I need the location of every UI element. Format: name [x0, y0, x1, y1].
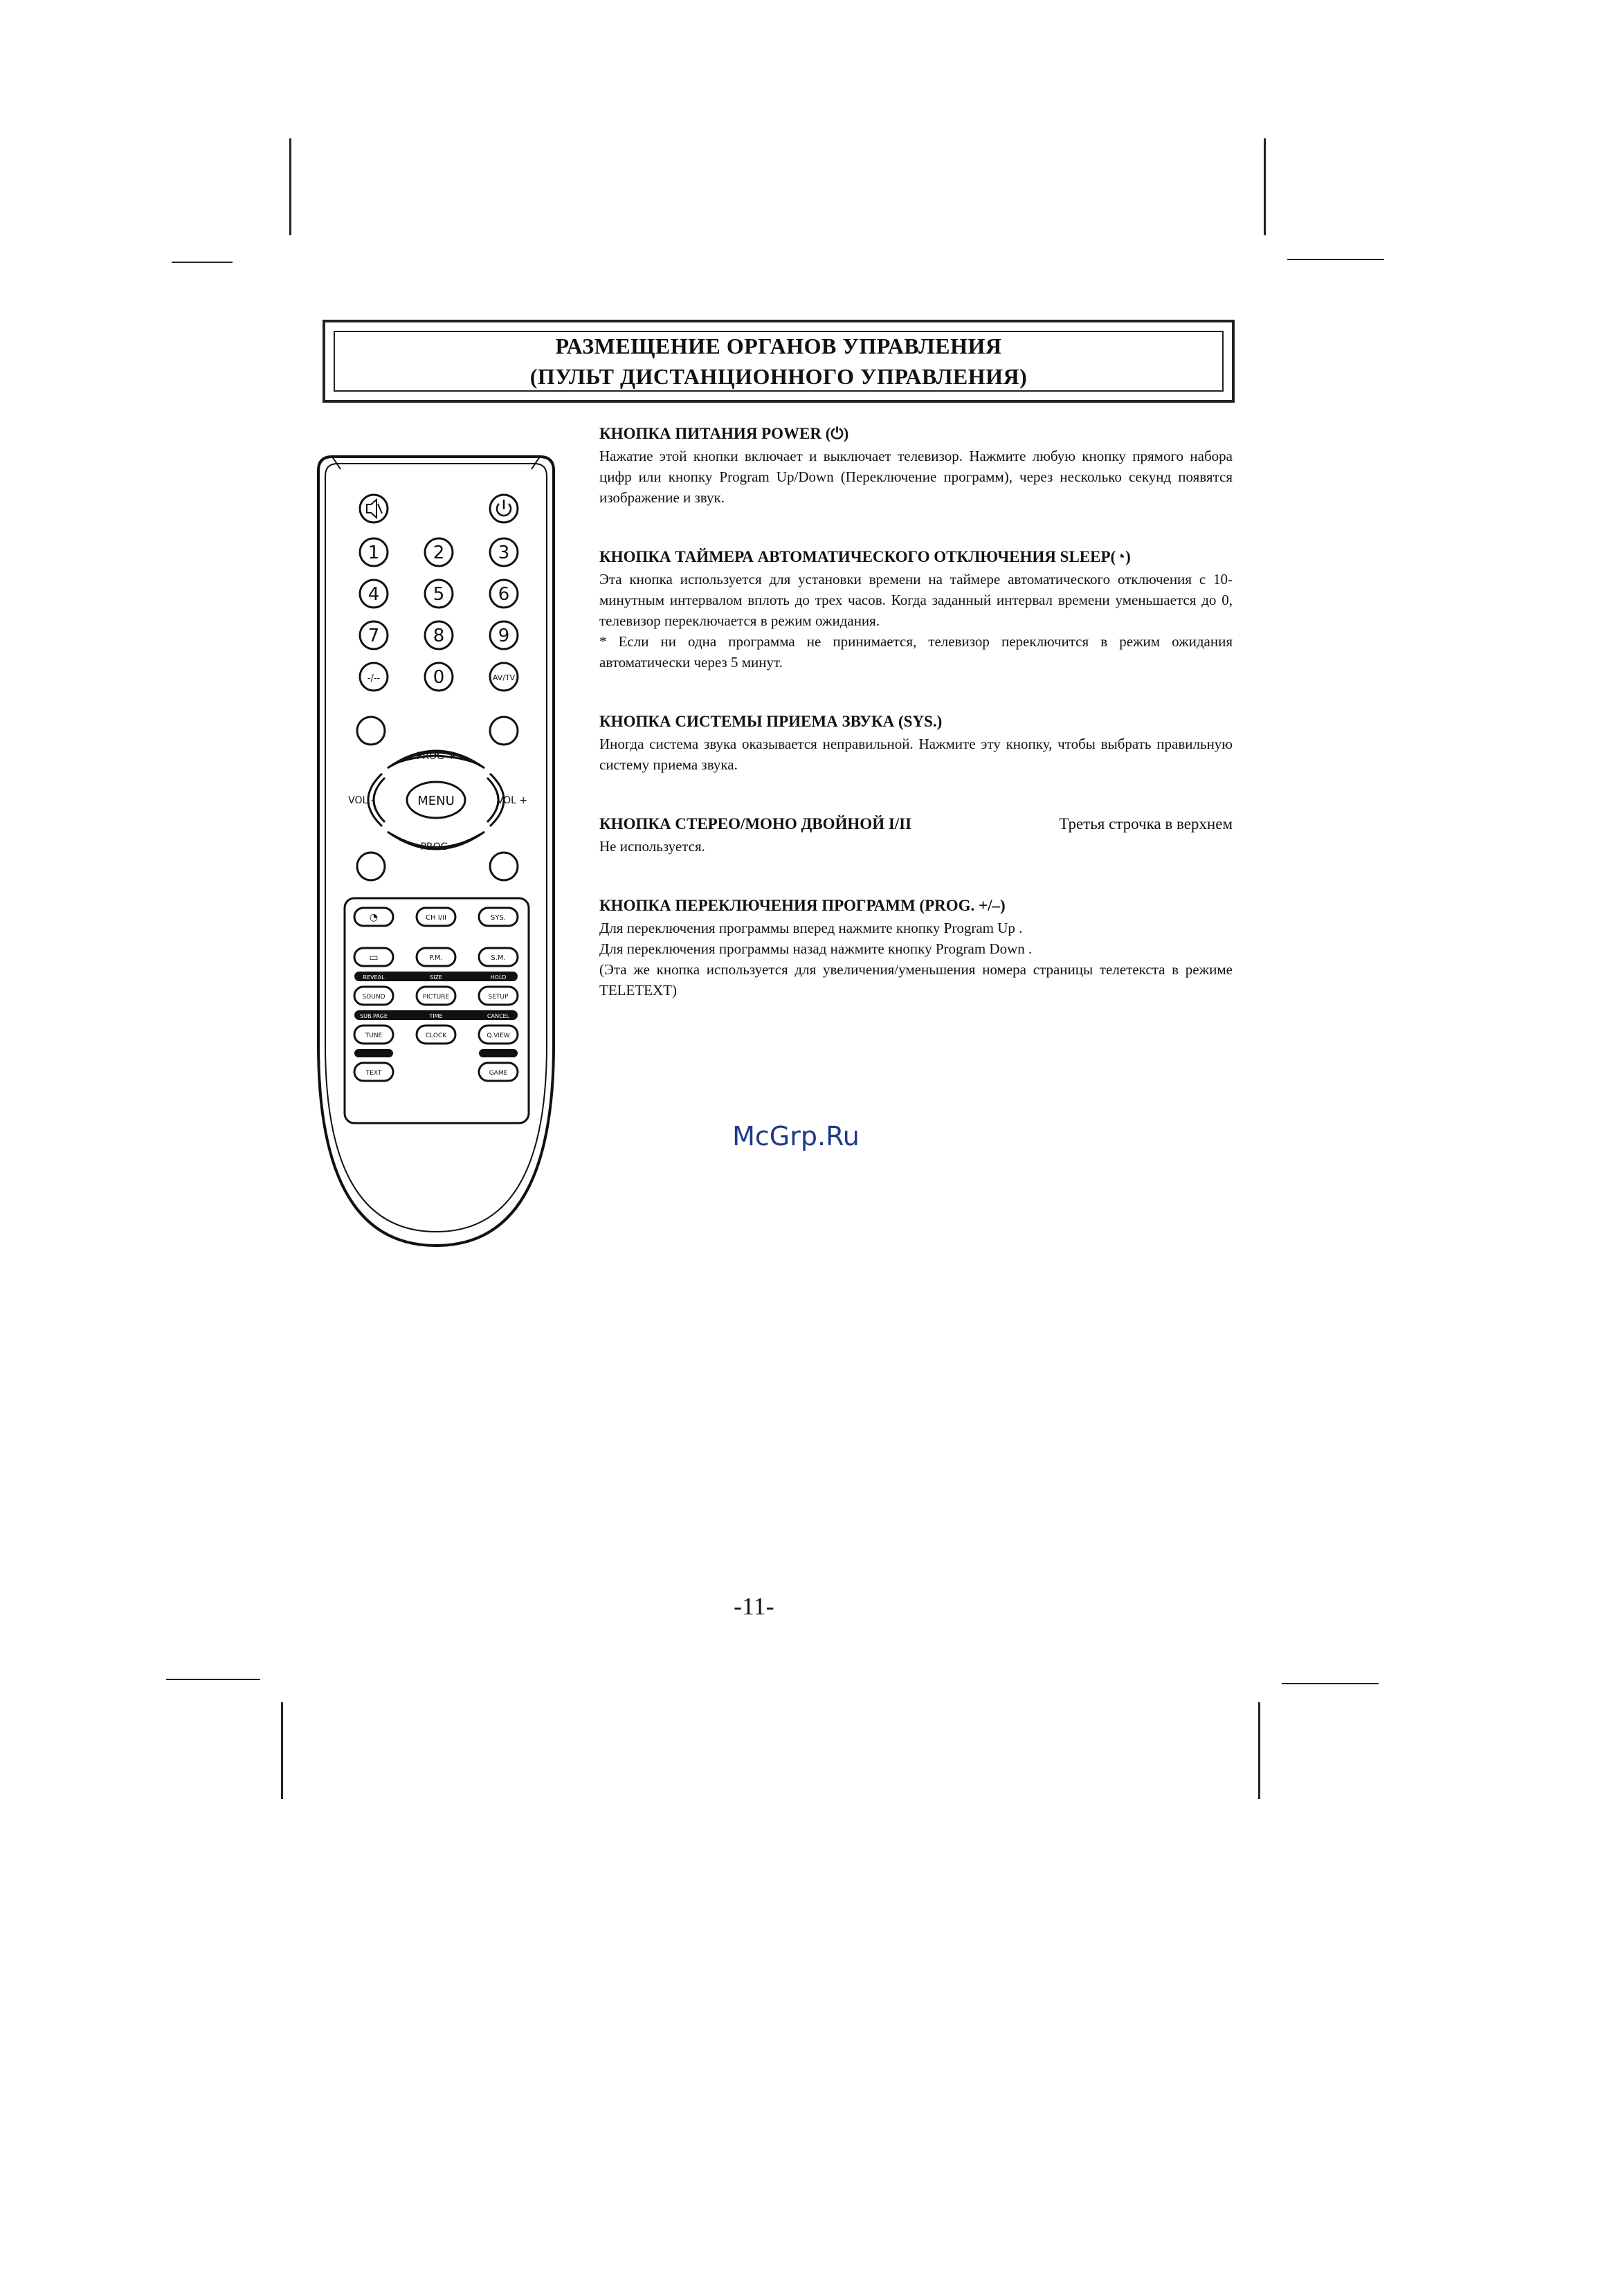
svg-text:SETUP: SETUP — [488, 994, 509, 1001]
svg-text:▭: ▭ — [369, 952, 379, 963]
section-line: Для переключения программы назад нажмите кнопку Program Down . — [599, 940, 1033, 957]
corner-button-top-left — [357, 717, 385, 745]
digit-button-4 — [360, 580, 388, 608]
svg-text:4: 4 — [367, 584, 380, 605]
svg-text:TUNE: TUNE — [365, 1032, 383, 1039]
svg-text:S.M.: S.M. — [491, 954, 506, 962]
svg-text:SYS.: SYS. — [491, 914, 506, 922]
section-heading — [599, 812, 1233, 836]
section-power — [599, 422, 1233, 508]
title-box — [323, 320, 1235, 403]
sm-button — [479, 948, 518, 966]
display-button — [354, 948, 393, 966]
picture-button — [417, 987, 455, 1005]
digit-button-5 — [425, 580, 453, 608]
svg-text:CH I/II: CH I/II — [426, 914, 446, 922]
crop-mark — [1287, 259, 1384, 260]
digit-button-9 — [490, 621, 518, 649]
tune-button — [354, 1026, 393, 1044]
vol-up-button — [487, 774, 527, 826]
crop-mark — [166, 1679, 260, 1680]
svg-text:VOL +: VOL + — [496, 795, 528, 806]
svg-text:CANCEL: CANCEL — [487, 1013, 510, 1019]
title-line-2: (ПУЛЬТ ДИСТАНЦИОННОГО УПРАВЛЕНИЯ) — [529, 364, 1028, 389]
section-heading: КНОПКА ТАЙМЕРА АВТОМАТИЧЕСКОГО ОТКЛЮЧЕНИЯ SLEEP(◔) — [599, 548, 1131, 565]
svg-text:2: 2 — [433, 543, 445, 563]
svg-text:SOUND: SOUND — [362, 994, 385, 1001]
digit-button-3 — [490, 538, 518, 566]
section-heading: КНОПКА СИСТЕМЫ ПРИЕМА ЗВУКА (SYS.) — [599, 713, 943, 730]
section-body: Иногда система звука оказывается неправильной. Нажмите эту кнопку, чтобы выбрать правильную систему приема звука. — [599, 736, 1233, 773]
section-heading: КНОПКА ПИТАНИЯ POWER (⏻) — [599, 425, 849, 442]
section-body: Нажатие этой кнопки включает и выключает телевизор. Нажмите любую кнопку прямого набора цифр или кнопку Program Up/Down (Переключение программ), через несколько секунд появятся изображение и звук. — [599, 448, 1233, 506]
prog-down-button — [388, 832, 484, 853]
digit-button-1 — [360, 538, 388, 566]
section-sys — [599, 710, 1233, 775]
section-body: Не используется. — [599, 838, 705, 855]
svg-text:7: 7 — [367, 626, 380, 646]
corner-button-bottom-right — [490, 853, 518, 880]
text-column — [599, 422, 1233, 1038]
svg-text:PROG +: PROG + — [416, 751, 456, 762]
crop-mark — [1258, 1702, 1260, 1799]
mute-button — [360, 495, 388, 522]
text-button — [354, 1063, 393, 1081]
svg-text:8: 8 — [433, 626, 445, 646]
clock-button — [417, 1026, 455, 1044]
remote-control-illustration — [305, 443, 568, 1259]
title-inner-frame — [334, 331, 1224, 392]
svg-text:SIZE: SIZE — [430, 974, 442, 981]
section-heading-tail: Третья строчка в верхнем — [1059, 815, 1233, 832]
svg-text:REVEAL: REVEAL — [363, 974, 385, 981]
svg-text:6: 6 — [498, 584, 510, 605]
section-sleep — [599, 545, 1233, 673]
svg-text:TIME: TIME — [429, 1013, 443, 1019]
av-tv-button — [490, 663, 518, 691]
svg-text:9: 9 — [498, 626, 510, 646]
crop-mark — [281, 1702, 283, 1799]
svg-text:HOLD: HOLD — [490, 974, 507, 981]
corner-button-bottom-left — [357, 853, 385, 880]
menu-button — [407, 782, 465, 818]
svg-text:1: 1 — [367, 543, 380, 563]
vol-down-button — [348, 774, 385, 826]
title-line-1: РАЗМЕЩЕНИЕ ОРГАНОВ УПРАВЛЕНИЯ — [555, 334, 1002, 358]
svg-text:VOL -: VOL - — [348, 795, 374, 806]
small-strip-right — [479, 1049, 518, 1057]
svg-text:5: 5 — [433, 584, 445, 605]
sleep-button — [354, 908, 393, 926]
svg-text:-/--: -/-- — [367, 673, 381, 684]
svg-text:P.M.: P.M. — [429, 954, 443, 962]
qview-button — [479, 1026, 518, 1044]
sys-button — [479, 908, 518, 926]
svg-text:3: 3 — [498, 543, 510, 563]
svg-text:CLOCK: CLOCK — [425, 1032, 447, 1039]
section-body: Эта кнопка используется для установки времени на таймере автоматического отключения с 10-минутным интервалом вплоть до трех часов. Когда заданный интервал времени уменьшается до 0, телевизор переключается в режим ожидания. — [599, 571, 1233, 629]
ch-button — [417, 908, 455, 926]
svg-text:PICTURE: PICTURE — [422, 994, 450, 1001]
setup-button — [479, 987, 518, 1005]
crop-mark — [1282, 1683, 1379, 1684]
digit-pad — [360, 538, 518, 691]
teletext-strip-1 — [354, 972, 518, 981]
section-note: * Если ни одна программа не принимается, телевизор переключится в режим ожидания автоматически через 5 минут. — [599, 633, 1233, 671]
sound-button — [354, 987, 393, 1005]
crop-mark — [172, 262, 233, 263]
prog-up-button — [388, 751, 484, 768]
corner-button-top-right — [490, 717, 518, 745]
section-prog — [599, 894, 1233, 1001]
power-button — [490, 495, 518, 522]
digit-button-dash — [360, 663, 388, 691]
section-line: (Эта же кнопка используется для увеличения/уменьшения номера страницы телетекста в режиме TELETEXT) — [599, 961, 1233, 999]
svg-text:GAME: GAME — [489, 1070, 508, 1077]
svg-text:0: 0 — [433, 667, 445, 688]
digit-button-2 — [425, 538, 453, 566]
svg-text:PROG-: PROG- — [420, 841, 452, 853]
teletext-strip-2 — [354, 1010, 518, 1020]
digit-button-6 — [490, 580, 518, 608]
watermark: McGrp.Ru — [732, 1121, 860, 1151]
digit-button-8 — [425, 621, 453, 649]
digit-button-0 — [425, 663, 453, 691]
digit-button-7 — [360, 621, 388, 649]
svg-text:SUB.PAGE: SUB.PAGE — [360, 1013, 388, 1019]
section-stereo — [599, 812, 1233, 857]
pm-button — [417, 948, 455, 966]
section-line: Для переключения программы вперед нажмите кнопку Program Up . — [599, 920, 1023, 936]
svg-text:◔: ◔ — [369, 912, 379, 923]
svg-text:AV/TV: AV/TV — [492, 673, 516, 682]
crop-mark — [289, 138, 291, 235]
crop-mark — [1264, 138, 1266, 235]
small-strip-left — [354, 1049, 393, 1057]
section-heading-main: КНОПКА СТЕРЕО/МОНО ДВОЙНОЙ I/II — [599, 815, 912, 832]
svg-text:TEXT: TEXT — [365, 1070, 382, 1077]
page-number: -11- — [734, 1592, 774, 1620]
svg-text:MENU: MENU — [417, 794, 455, 808]
svg-text:Q.VIEW: Q.VIEW — [487, 1032, 510, 1039]
section-heading: КНОПКА ПЕРЕКЛЮЧЕНИЯ ПРОГРАММ (PROG. +/–) — [599, 897, 1006, 914]
game-button — [479, 1063, 518, 1081]
